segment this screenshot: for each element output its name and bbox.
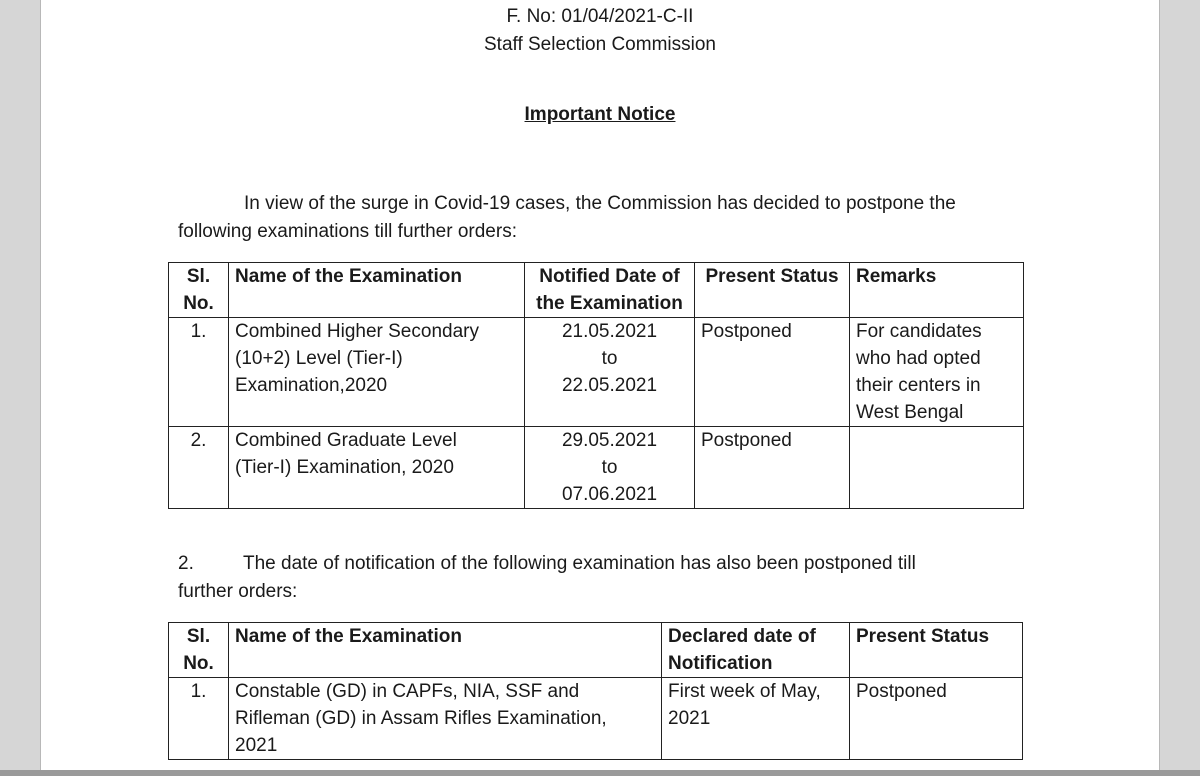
page-border-right	[1159, 0, 1160, 776]
col-header-remarks: Remarks	[850, 263, 1024, 318]
col-header-notified-date: Notified Date of the Examination	[525, 263, 695, 318]
cell-date: 29.05.2021 to 07.06.2021	[525, 427, 695, 509]
cell-exam-name: Constable (GD) in CAPFs, NIA, SSF and Rifleman (GD) in Assam Rifles Examination, 2021	[229, 678, 662, 760]
para2-number: 2.	[178, 553, 194, 574]
viewer-scroll-edge	[0, 770, 1200, 776]
para1-line1: In view of the surge in Covid-19 cases, the Commission has decided to postpone the	[244, 193, 956, 214]
file-number: F. No: 01/04/2021-C-II	[506, 6, 694, 27]
col-header-status: Present Status	[695, 263, 850, 318]
table-header-row	[169, 263, 1024, 318]
cell-remarks: For candidates who had opted their centers in West Bengal	[850, 318, 1024, 427]
notice-title: Important Notice	[524, 104, 676, 125]
cell-remarks	[850, 427, 1024, 509]
document-page	[41, 0, 1159, 770]
cell-status: Postponed	[695, 427, 850, 509]
cell-exam-name: Combined Graduate Level (Tier-I) Examination, 2020	[229, 427, 525, 509]
table-row	[169, 427, 1024, 509]
col-header-declared-date: Declared date of Notification	[662, 623, 850, 678]
cell-sl: 2.	[169, 427, 229, 509]
cell-exam-name: Combined Higher Secondary (10+2) Level (Tier-I) Examination,2020	[229, 318, 525, 427]
viewer-margin-right	[1160, 0, 1200, 776]
cell-status: Postponed	[850, 678, 1023, 760]
para2-line2: further orders:	[178, 581, 298, 602]
cell-sl: 1.	[169, 318, 229, 427]
col-header-status: Present Status	[850, 623, 1023, 678]
para1-line2: following examinations till further orders:	[178, 221, 517, 242]
col-header-exam-name: Name of the Examination	[229, 623, 662, 678]
postponed-exams-table	[168, 262, 1024, 509]
cell-sl: 1.	[169, 678, 229, 760]
cell-date: 21.05.2021 to 22.05.2021	[525, 318, 695, 427]
notification-postponed-table	[168, 622, 1023, 760]
col-header-sl: Sl. No.	[169, 623, 229, 678]
cell-status: Postponed	[695, 318, 850, 427]
table-row	[169, 678, 1023, 760]
cell-date: First week of May, 2021	[662, 678, 850, 760]
col-header-sl: Sl. No.	[169, 263, 229, 318]
viewer-margin-left	[0, 0, 40, 776]
table-row	[169, 318, 1024, 427]
col-header-exam-name: Name of the Examination	[229, 263, 525, 318]
para2-line1: The date of notification of the following examination has also been postponed till	[243, 553, 916, 574]
organization-name: Staff Selection Commission	[484, 34, 716, 55]
table-header-row	[169, 623, 1023, 678]
